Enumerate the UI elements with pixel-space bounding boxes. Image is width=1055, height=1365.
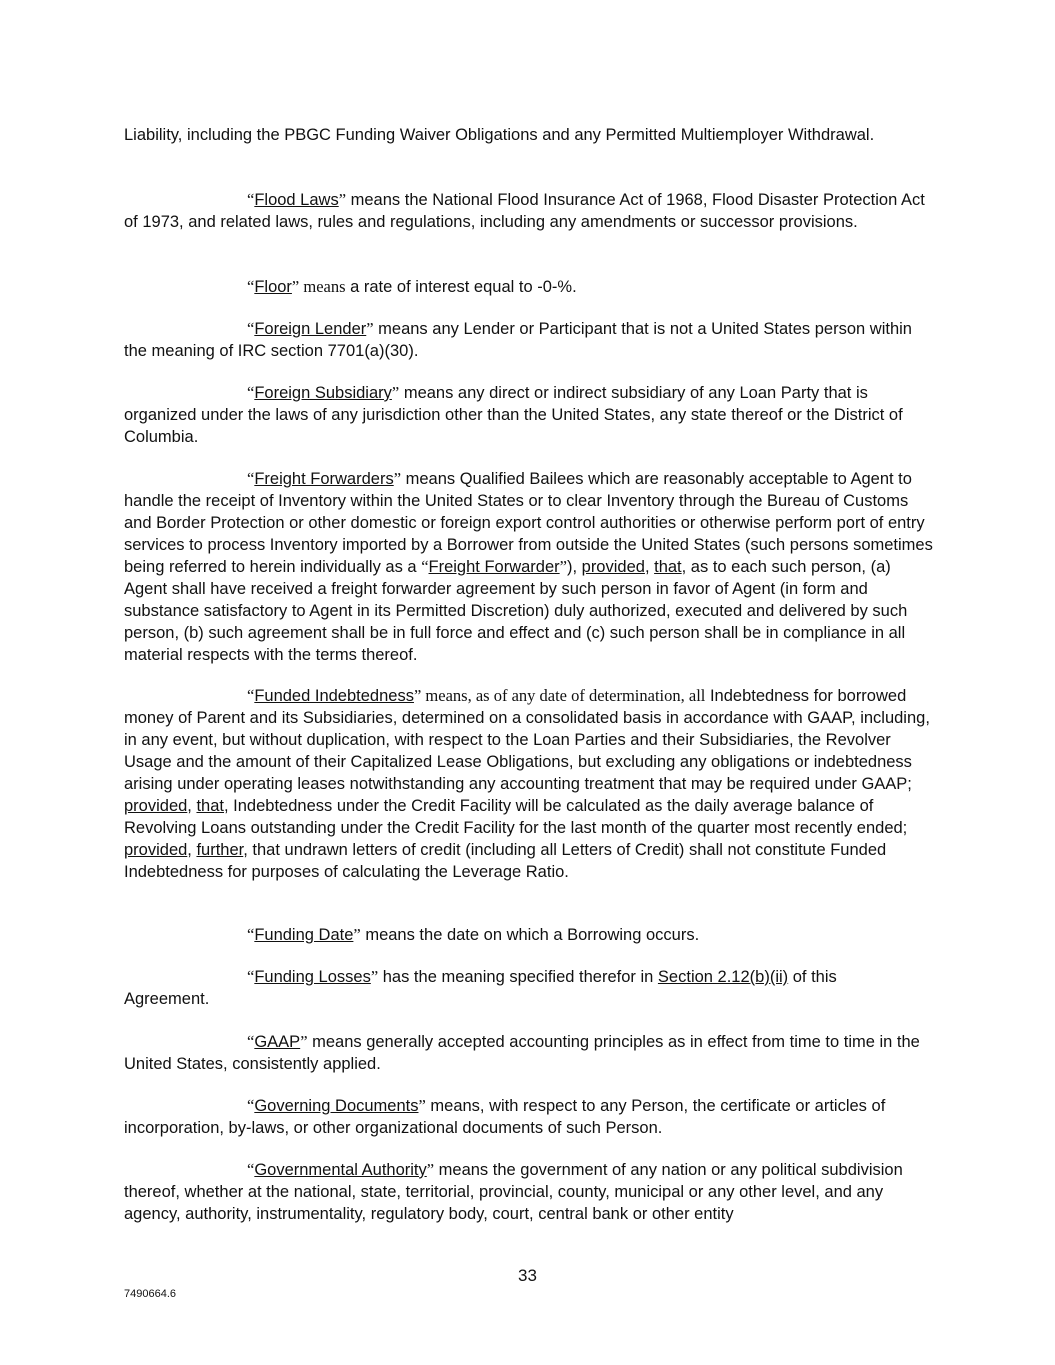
open-quote: “ (247, 190, 255, 209)
definition-text: means Qualified Bailees which are reasonably acceptable to Agent to handle the receipt of Inventory within the United States or to clear Inventory through the Bureau of Customs and Border Protection or other domestic or foreign export control authorities or otherwise perform port of entry services to process Inventory imported by a Borrower from outside the United States (such persons sometimes being referred to herein individually as a (124, 470, 933, 576)
defined-term: Funding Losses (254, 968, 371, 986)
open-quote: “ (247, 1032, 255, 1051)
close-quote: ” (338, 190, 347, 209)
definition-gaap (124, 1031, 934, 1075)
close-quote: ” (391, 383, 400, 402)
definition-text: , that undrawn letters of credit (including all Letters of Credit) shall not constitute Funded Indebtedness for purposes of calculating the Leverage Ratio. (124, 841, 887, 881)
definition-funding-losses (124, 966, 934, 988)
page-number: 33 (518, 1266, 537, 1285)
close-quote: ” (559, 557, 567, 576)
close-quote: ” (418, 1096, 426, 1115)
open-quote: “ (247, 1160, 255, 1179)
open-quote: “ (247, 925, 255, 944)
proviso-word: further (196, 841, 244, 859)
definition-floor (124, 276, 934, 298)
document-id: 7490664.6 (124, 1288, 176, 1300)
proviso-word: that (654, 558, 682, 576)
definition-text: ), (566, 558, 582, 576)
open-quote: “ (247, 967, 255, 986)
open-quote: “ (247, 319, 255, 338)
definition-text: of this (788, 968, 837, 986)
defined-term: Foreign Subsidiary (254, 384, 392, 402)
open-quote: “ (247, 277, 255, 296)
defined-term: GAAP (254, 1033, 301, 1051)
definition-text: means the National Flood Insurance Act of 1968, Flood Disaster Protection Act of 1973, and related laws, rules and regulations, including any amendments or successor provisions. (124, 191, 925, 231)
close-quote: ” (366, 319, 374, 338)
close-quote: ” (413, 686, 422, 705)
open-quote: “ (247, 469, 255, 488)
definition-text: means, as of any date of determination, all (421, 686, 706, 705)
definition-funding-losses-continuation (124, 988, 934, 1010)
definition-funding-date (124, 924, 934, 946)
definition-governing-documents (124, 1095, 934, 1139)
close-quote: ” (426, 1160, 435, 1179)
close-quote: ” (300, 1032, 308, 1051)
defined-term: Funding Date (254, 926, 354, 944)
open-quote: “ (247, 1096, 255, 1115)
defined-term: Funded Indebtedness (254, 687, 414, 705)
definition-text: , as to each such person, (a) Agent shall have received a freight forwarder agreement by such person in favor of Agent (in form and substance satisfactory to Agent in its Permitted Discretion) duly authorized, executed and delivered by such person, (b) such agreement shall be in full force and effect and (c) such person shall be in compliance in all material respects with the terms thereof. (124, 558, 908, 664)
defined-term: Flood Laws (254, 191, 339, 209)
definition-text: means any direct or indirect subsidiary of any Loan Party that is organized under the laws of any jurisdiction other than the United States, any state thereof or the District of Columbia. (124, 384, 903, 446)
definition-text: means (299, 277, 346, 296)
definition-text: means the date on which a Borrowing occurs. (360, 926, 700, 944)
definition-flood-laws (124, 189, 934, 233)
definition-foreign-lender (124, 318, 934, 362)
close-quote: ” (353, 925, 361, 944)
proviso-word: provided (124, 841, 188, 859)
open-quote: “ (421, 557, 429, 576)
definition-text: , (187, 797, 197, 815)
definition-text: Agreement. (124, 990, 210, 1008)
defined-term: Freight Forwarders (254, 470, 394, 488)
definition-funded-indebtedness (124, 685, 934, 883)
section-reference: Section 2.12(b)(ii) (657, 968, 789, 986)
defined-term: Governing Documents (254, 1097, 419, 1115)
definition-governmental-authority (124, 1159, 934, 1225)
defined-term: Freight Forwarder (428, 558, 560, 576)
definition-text: , Indebtedness under the Credit Facility will be calculated as the daily average balance of Revolving Loans outstanding under the Credit Facility for the last month of the quarter most recently ended; (124, 797, 908, 837)
definition-text: means, with respect to any Person, the certificate or articles of incorporation, by-laws, or other organizational documents of such Person. (124, 1097, 886, 1137)
definition-text: Indebtedness for borrowed money of Parent and its Subsidiaries, determined on a consolidated basis in accordance with GAAP, including, in any event, but without duplication, with respect to the Loan Parties and their Subsidiaries, the Revolver Usage and the amount of their Capitalized Lease Obligations, but excluding any obligations or indebtedness arising under operating leases notwithstanding any accounting treatment that may be required under GAAP; (124, 687, 930, 793)
definition-text: a rate of interest equal to -0-%. (345, 278, 577, 296)
definition-text: means the government of any nation or any political subdivision thereof, whether at the national, state, territorial, provincial, county, municipal or any other level, and any agency, authority, instrumentality, regulatory body, court, central bank or other entity (124, 1161, 903, 1223)
definition-foreign-subsidiary (124, 382, 934, 448)
close-quote: ” (393, 469, 402, 488)
open-quote: “ (247, 383, 255, 402)
definition-text: , (187, 841, 197, 859)
definition-text: means generally accepted accounting principles as in effect from time to time in the United States, consistently applied. (124, 1033, 920, 1073)
defined-term: Governmental Authority (254, 1161, 427, 1179)
defined-term: Foreign Lender (254, 320, 367, 338)
proviso-word: provided (124, 797, 188, 815)
paragraph-liability-continuation (124, 124, 934, 146)
open-quote: “ (247, 686, 255, 705)
definition-text: , (644, 558, 655, 576)
paragraph-text: Liability, including the PBGC Funding Waiver Obligations and any Permitted Multiemployer Withdrawal. (124, 126, 875, 144)
definition-freight-forwarders (124, 468, 934, 666)
close-quote: ” (291, 277, 300, 296)
definition-text: has the meaning specified therefor in (378, 968, 658, 986)
proviso-word: that (196, 797, 224, 815)
close-quote: ” (370, 967, 379, 986)
proviso-word: provided (581, 558, 645, 576)
defined-term: Floor (254, 278, 292, 296)
definition-text: means any Lender or Participant that is not a United States person within the meaning of IRC section 7701(a)(30). (124, 320, 912, 360)
